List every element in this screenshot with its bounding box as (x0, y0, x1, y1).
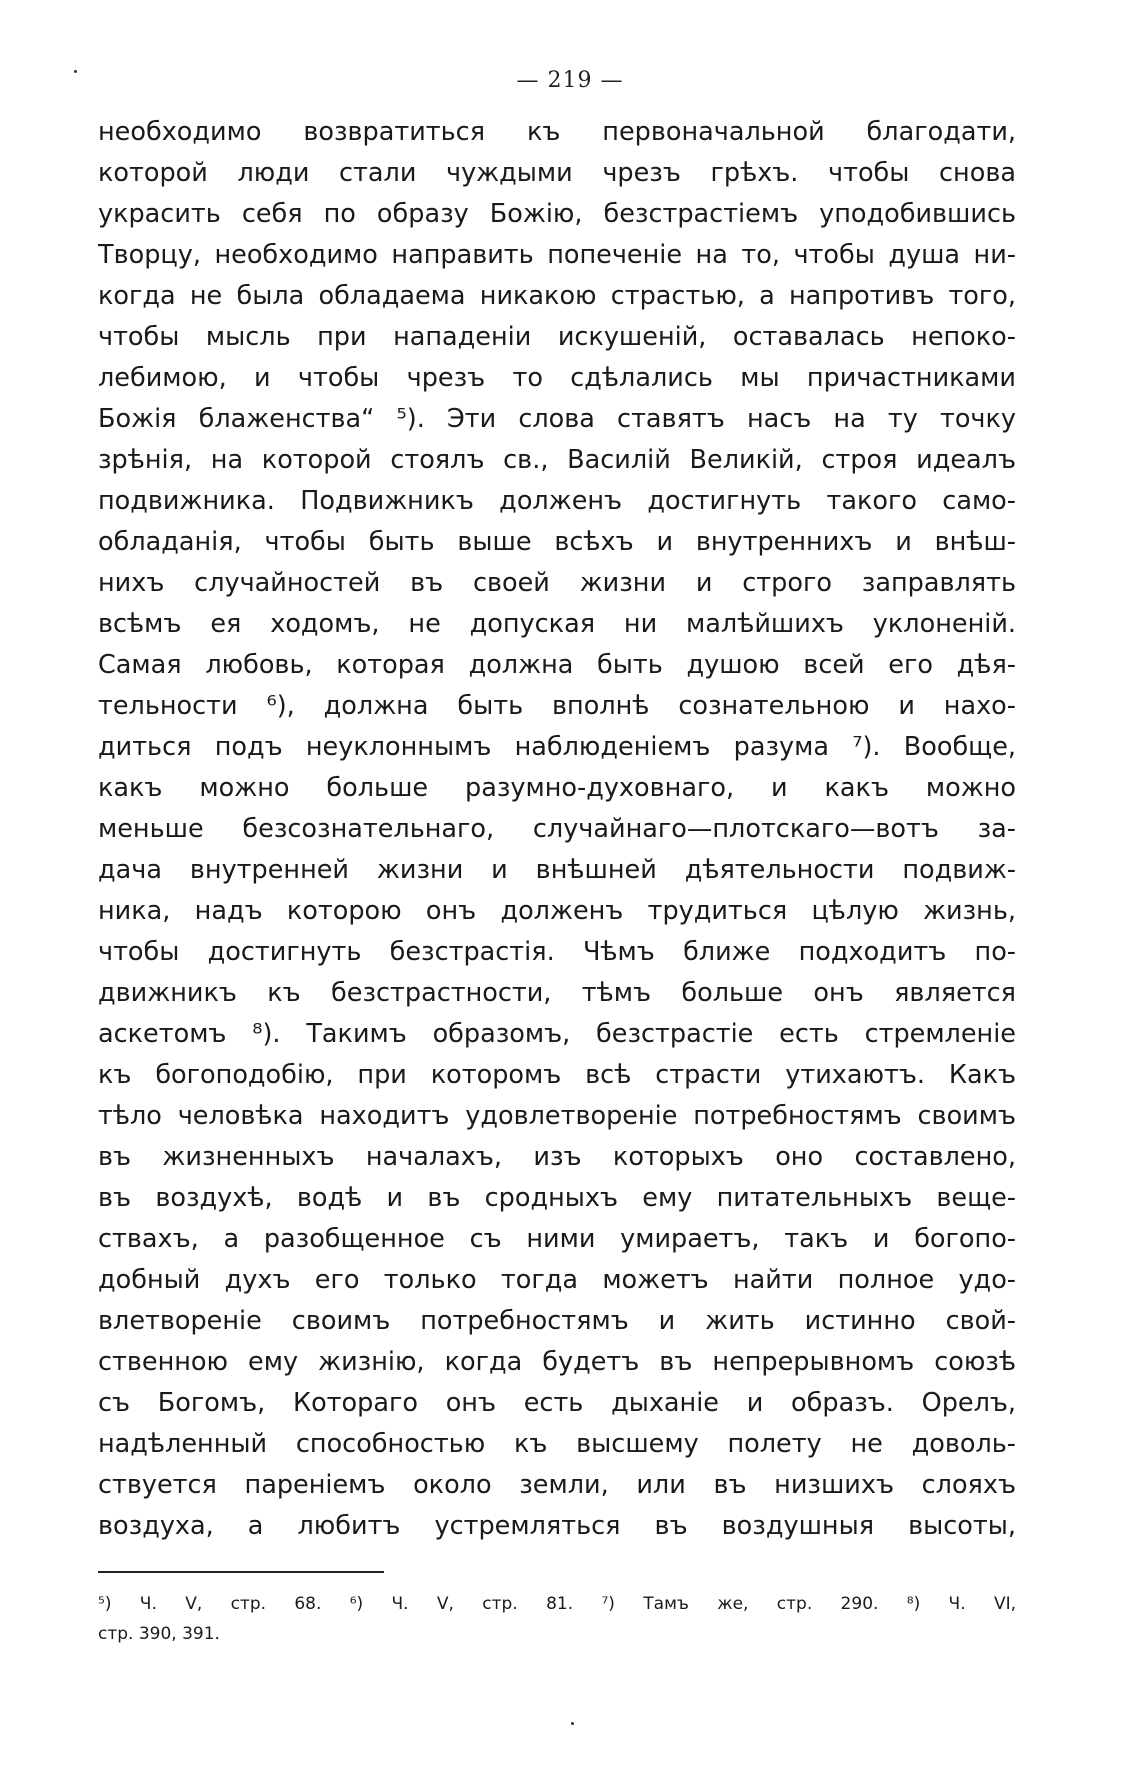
text-line: съ Богомъ, Котораго онъ есть дыханiе и образъ. Орелъ, (98, 1388, 1016, 1418)
text-line: тѣло человѣка находитъ удовлетворенiе потребностямъ своимъ (98, 1101, 1016, 1131)
text-line: Божiя блаженства“ ⁵). Эти слова ставятъ насъ на ту точку (98, 404, 1016, 434)
text-line: ственною ему жизнiю, когда будетъ въ непрерывномъ союзѣ (98, 1347, 1016, 1377)
text-line: диться подъ неуклоннымъ наблюденiемъ разума ⁷). Вообще, (98, 732, 1016, 762)
text-line: подвижника. Подвижникъ долженъ достигнуть такого само- (98, 486, 1016, 516)
text-line: тельности ⁶), должна быть вполнѣ сознательною и нахо- (98, 691, 1016, 721)
footnote-divider (98, 1571, 384, 1573)
text-line: которой люди стали чуждыми чрезъ грѣхъ. чтобы снова (98, 158, 1016, 188)
text-line: лебимою, и чтобы чрезъ то сдѣлались мы причастниками (98, 363, 1016, 393)
text-line: чтобы достигнуть безстрастiя. Чѣмъ ближе подходитъ по- (98, 937, 1016, 967)
text-line: къ богоподобiю, при которомъ всѣ страсти утихаютъ. Какъ (98, 1060, 1016, 1090)
text-line: добный духъ его только тогда можетъ найти полное удо- (98, 1265, 1016, 1295)
text-line: ника, надъ которою онъ долженъ трудиться цѣлую жизнь, (98, 896, 1016, 926)
text-line: зрѣнiя, на которой стоялъ св., Василiй Великiй, строя идеалъ (98, 445, 1016, 475)
text-line: необходимо возвратиться къ первоначальной благодати, (98, 117, 1016, 147)
text-line: нихъ случайностей въ своей жизни и строго заправлять (98, 568, 1016, 598)
text-line: ствуется паренiемъ около земли, или въ низшихъ слояхъ (98, 1470, 1016, 1500)
text-line: какъ можно больше разумно-духовнаго, и какъ можно (98, 773, 1016, 803)
footnotes (98, 1589, 1016, 1649)
text-line: дача внутренней жизни и внѣшней дѣятельности подвиж- (98, 855, 1016, 885)
text-line: аскетомъ ⁸). Такимъ образомъ, безстрастiе есть стремленiе (98, 1019, 1016, 1049)
footnote-line: ⁵) Ч. V, стр. 68. ⁶) Ч. V, стр. 81. ⁷) Тамъ же, стр. 290. ⁸) Ч. VI, (98, 1594, 1016, 1614)
text-line: движникъ къ безстрастности, тѣмъ больше онъ является (98, 978, 1016, 1008)
text-line: меньше безсознательнаго, случайнаго—плотскаго—вотъ за- (98, 814, 1016, 844)
footnote-line: стр. 390, 391. (98, 1624, 220, 1644)
text-line: украсить себя по образу Божiю, безстрастiемъ уподобившись (98, 199, 1016, 229)
text-line: когда не была обладаема никакою страстью, а напротивъ того, (98, 281, 1016, 311)
text-line: влетворенiе своимъ потребностямъ и жить истинно свой- (98, 1306, 1016, 1336)
text-line: всѣмъ ея ходомъ, не допуская ни малѣйшихъ уклоненiй. (98, 609, 1016, 639)
text-line: въ воздухѣ, водѣ и въ сродныхъ ему питательныхъ веще- (98, 1183, 1016, 1213)
text-line: чтобы мысль при нападенiи искушенiй, оставалась непоко- (98, 322, 1016, 352)
text-line: ствахъ, а разобщенное съ ними умираетъ, такъ и богопо- (98, 1224, 1016, 1254)
text-line: обладанiя, чтобы быть выше всѣхъ и внутреннихъ и внѣш- (98, 527, 1016, 557)
page-number: — 219 — (516, 68, 624, 93)
body-text (98, 112, 1016, 1547)
text-line: Творцу, необходимо направить попеченiе на то, чтобы душа ни- (98, 240, 1016, 270)
print-speck (571, 1722, 574, 1725)
text-line: воздуха, а любитъ устремляться въ воздушныя высоты, (98, 1511, 1016, 1541)
text-line: Самая любовь, которая должна быть душою всей его дѣя- (98, 650, 1016, 680)
text-line: въ жизненныхъ началахъ, изъ которыхъ оно составлено, (98, 1142, 1016, 1172)
text-line: надѣленный способностью къ высшему полету не доволь- (98, 1429, 1016, 1459)
